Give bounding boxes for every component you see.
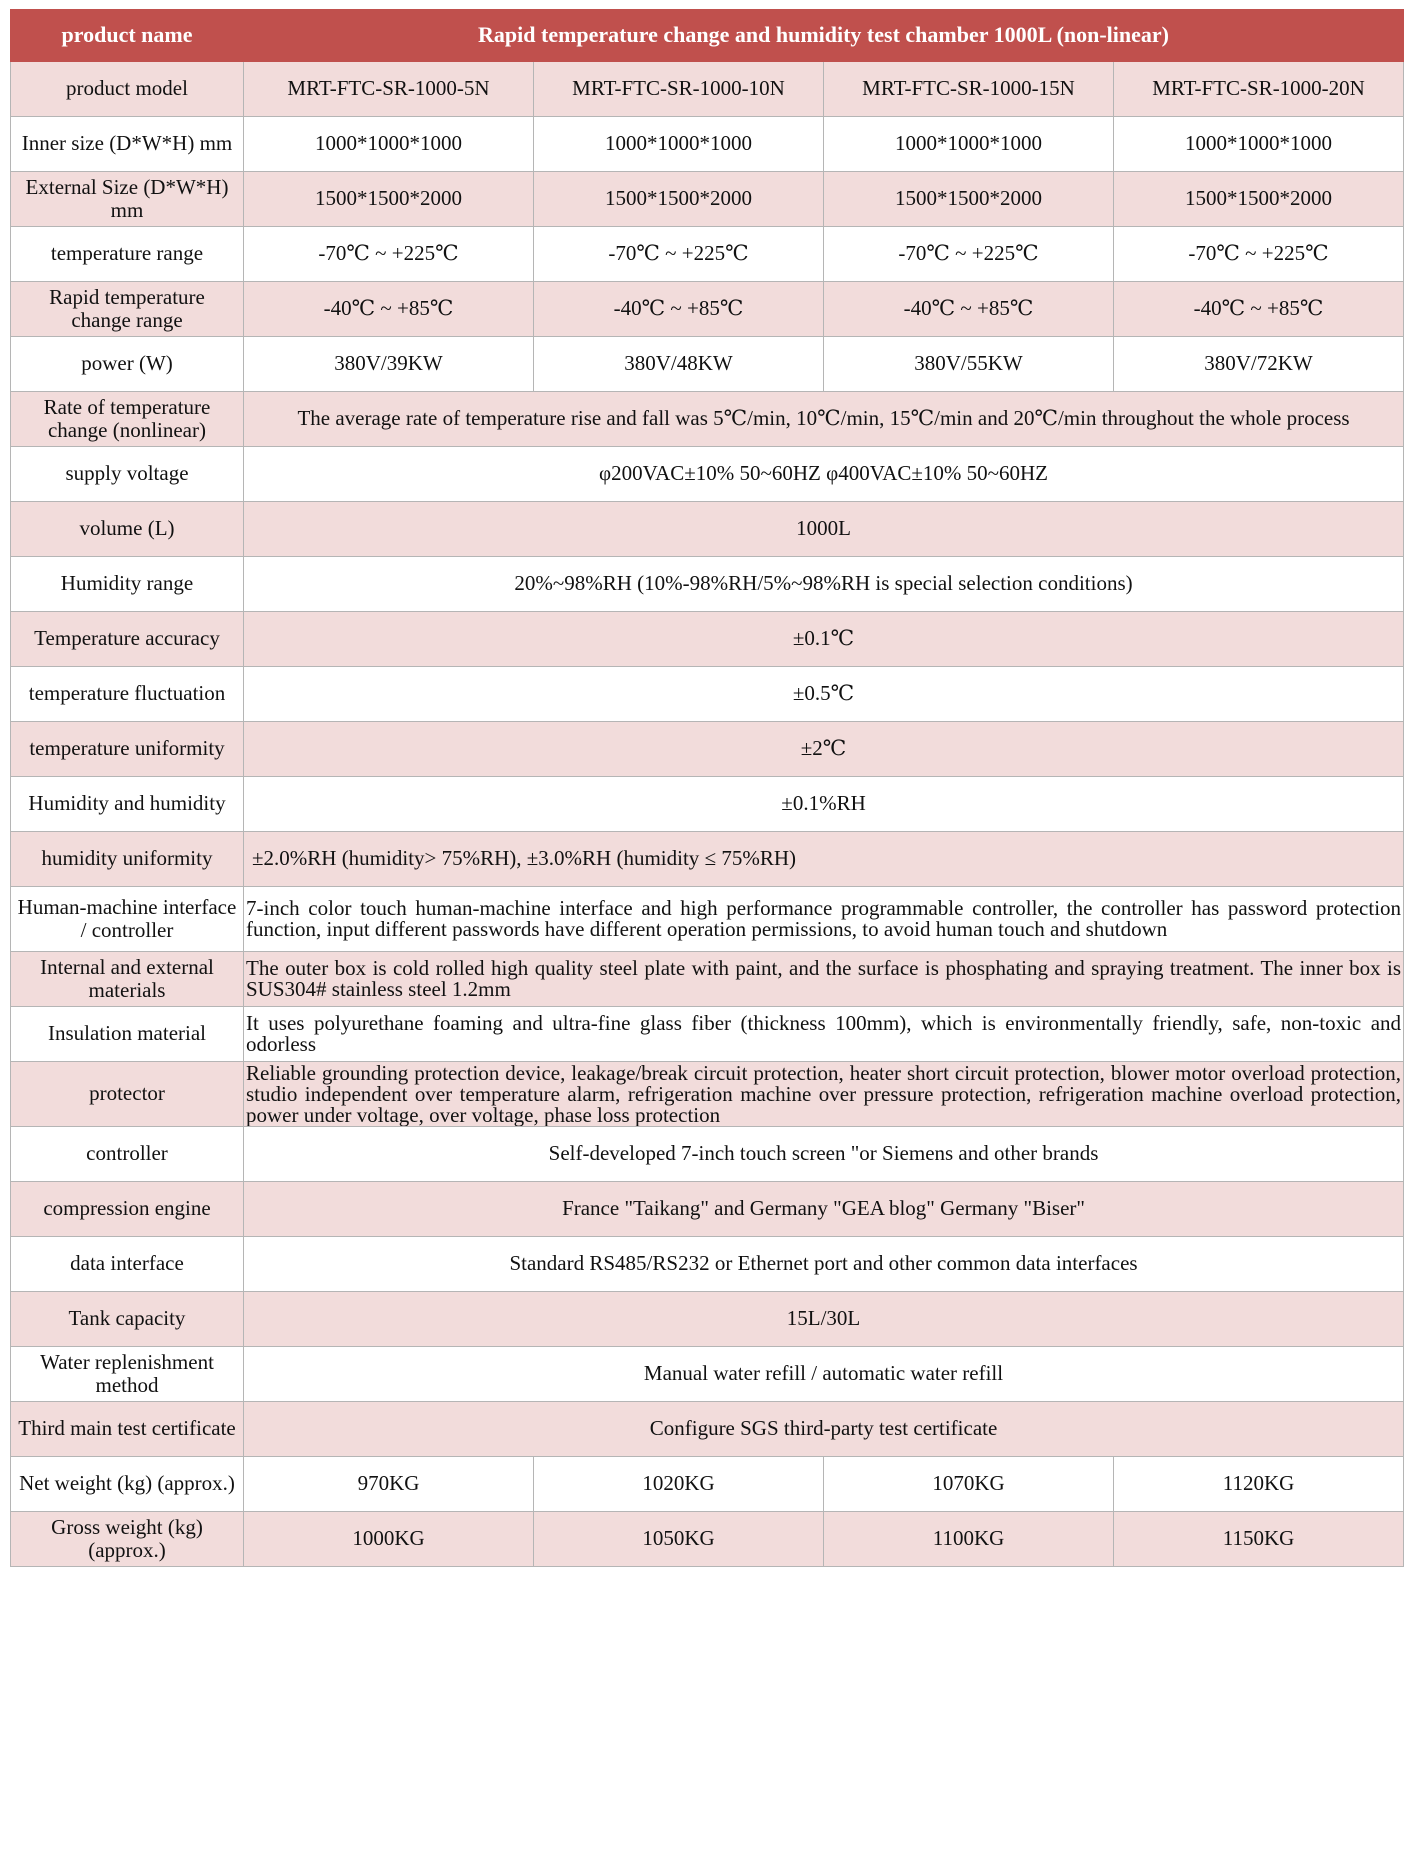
value-cell: -40℃ ~ +85℃ xyxy=(824,282,1114,337)
table-row xyxy=(11,502,1404,557)
value-cell: Manual water refill / automatic water refill xyxy=(244,1347,1404,1402)
value-cell: 380V/48KW xyxy=(534,337,824,392)
table-row xyxy=(11,282,1404,337)
row-label: temperature uniformity xyxy=(11,722,244,777)
value-cell: 970KG xyxy=(244,1457,534,1512)
value-cell: 1000*1000*1000 xyxy=(534,117,824,172)
row-label: temperature range xyxy=(11,227,244,282)
table-row xyxy=(11,1237,1404,1292)
value-cell: ±0.1%RH xyxy=(244,777,1404,832)
header-label: product name xyxy=(11,10,244,62)
value-cell: -40℃ ~ +85℃ xyxy=(534,282,824,337)
model-cell: MRT-FTC-SR-1000-10N xyxy=(534,62,824,117)
table-row xyxy=(11,777,1404,832)
table-row xyxy=(11,392,1404,447)
value-cell: 380V/39KW xyxy=(244,337,534,392)
value-cell: 380V/55KW xyxy=(824,337,1114,392)
row-label: protector xyxy=(11,1062,244,1127)
value-cell: 1000*1000*1000 xyxy=(1114,117,1404,172)
row-label: Temperature accuracy xyxy=(11,612,244,667)
table-row xyxy=(11,172,1404,227)
value-cell: ±0.5℃ xyxy=(244,667,1404,722)
product-title: Rapid temperature change and humidity test chamber 1000L (non-linear) xyxy=(244,10,1404,62)
row-label: Insulation material xyxy=(11,1007,244,1062)
value-cell: 1000*1000*1000 xyxy=(824,117,1114,172)
row-label: Tank capacity xyxy=(11,1292,244,1347)
table-row xyxy=(11,1292,1404,1347)
value-cell: -70℃ ~ +225℃ xyxy=(244,227,534,282)
table-row xyxy=(11,612,1404,667)
value-cell: 1500*1500*2000 xyxy=(534,172,824,227)
row-label: supply voltage xyxy=(11,447,244,502)
table-row xyxy=(11,117,1404,172)
row-label: Internal and external materials xyxy=(11,952,244,1007)
value-cell: φ200VAC±10% 50~60HZ φ400VAC±10% 50~60HZ xyxy=(244,447,1404,502)
table-row xyxy=(11,227,1404,282)
value-cell: 1000*1000*1000 xyxy=(244,117,534,172)
table-row xyxy=(11,337,1404,392)
value-cell: 1100KG xyxy=(824,1512,1114,1567)
row-label: Inner size (D*W*H) mm xyxy=(11,117,244,172)
table-row xyxy=(11,1007,1404,1062)
value-cell: 15L/30L xyxy=(244,1292,1404,1347)
row-label: controller xyxy=(11,1127,244,1182)
table-row xyxy=(11,722,1404,777)
value-cell: 1000KG xyxy=(244,1512,534,1567)
row-label: Net weight (kg) (approx.) xyxy=(11,1457,244,1512)
value-cell: Self-developed 7-inch touch screen "or Siemens and other brands xyxy=(244,1127,1404,1182)
table-row xyxy=(11,667,1404,722)
row-label: Water replenishment method xyxy=(11,1347,244,1402)
row-label: Third main test certificate xyxy=(11,1402,244,1457)
value-cell: -70℃ ~ +225℃ xyxy=(824,227,1114,282)
value-cell: 1150KG xyxy=(1114,1512,1404,1567)
row-label: power (W) xyxy=(11,337,244,392)
value-cell: France "Taikang" and Germany "GEA blog" Germany "Biser" xyxy=(244,1182,1404,1237)
model-cell: MRT-FTC-SR-1000-5N xyxy=(244,62,534,117)
value-cell: 1500*1500*2000 xyxy=(824,172,1114,227)
row-label: data interface xyxy=(11,1237,244,1292)
table-row xyxy=(11,1127,1404,1182)
row-label: temperature fluctuation xyxy=(11,667,244,722)
table-row xyxy=(11,557,1404,612)
table-row xyxy=(11,887,1404,952)
value-cell: 1070KG xyxy=(824,1457,1114,1512)
value-cell: 1120KG xyxy=(1114,1457,1404,1512)
value-cell: It uses polyurethane foaming and ultra-fine glass fiber (thickness 100mm), which is environmentally friendly, safe, non-toxic and odorless xyxy=(244,1007,1404,1062)
table-row xyxy=(11,1457,1404,1512)
value-cell: The outer box is cold rolled high quality steel plate with paint, and the surface is phosphating and spraying treatment. The inner box is SUS304# stainless steel 1.2mm xyxy=(244,952,1404,1007)
model-cell: MRT-FTC-SR-1000-20N xyxy=(1114,62,1404,117)
table-row xyxy=(11,832,1404,887)
value-cell: 7-inch color touch human-machine interface and high performance programmable controller, the controller has password protection function, input different passwords have different operation permissions, to avoid human touch and shutdown xyxy=(244,887,1404,952)
table-row xyxy=(11,1512,1404,1567)
row-label: Humidity range xyxy=(11,557,244,612)
value-cell: ±2℃ xyxy=(244,722,1404,777)
table-row xyxy=(11,952,1404,1007)
row-label: Gross weight (kg) (approx.) xyxy=(11,1512,244,1567)
value-cell: 1000L xyxy=(244,502,1404,557)
header-row xyxy=(11,10,1404,62)
value-cell: The average rate of temperature rise and fall was 5℃/min, 10℃/min, 15℃/min and 20℃/min throughout the whole process xyxy=(244,392,1404,447)
table-row xyxy=(11,62,1404,117)
table-row xyxy=(11,1062,1404,1127)
value-cell: 1020KG xyxy=(534,1457,824,1512)
row-label: External Size (D*W*H) mm xyxy=(11,172,244,227)
row-label: Humidity and humidity xyxy=(11,777,244,832)
value-cell: -40℃ ~ +85℃ xyxy=(1114,282,1404,337)
value-cell: ±0.1℃ xyxy=(244,612,1404,667)
value-cell: -70℃ ~ +225℃ xyxy=(534,227,824,282)
table-row xyxy=(11,1402,1404,1457)
value-cell: Standard RS485/RS232 or Ethernet port and other common data interfaces xyxy=(244,1237,1404,1292)
table-row xyxy=(11,1182,1404,1237)
row-label: compression engine xyxy=(11,1182,244,1237)
row-label: Human-machine interface / controller xyxy=(11,887,244,952)
value-cell: Configure SGS third-party test certificate xyxy=(244,1402,1404,1457)
row-label: volume (L) xyxy=(11,502,244,557)
value-cell: ±2.0%RH (humidity> 75%RH), ±3.0%RH (humidity ≤ 75%RH) xyxy=(244,832,1404,887)
value-cell: 1500*1500*2000 xyxy=(244,172,534,227)
table-row xyxy=(11,447,1404,502)
value-cell: 1500*1500*2000 xyxy=(1114,172,1404,227)
value-cell: 380V/72KW xyxy=(1114,337,1404,392)
row-label: product model xyxy=(11,62,244,117)
value-cell: -70℃ ~ +225℃ xyxy=(1114,227,1404,282)
value-cell: 1050KG xyxy=(534,1512,824,1567)
model-cell: MRT-FTC-SR-1000-15N xyxy=(824,62,1114,117)
value-cell: Reliable grounding protection device, leakage/break circuit protection, heater short circuit protection, blower motor overload protection, studio independent over temperature alarm, refrigeration machine over pressure protection, refrigeration machine overload protection, power under voltage, over voltage, phase loss protection xyxy=(244,1062,1404,1127)
row-label: Rate of temperature change (nonlinear) xyxy=(11,392,244,447)
value-cell: -40℃ ~ +85℃ xyxy=(244,282,534,337)
spec-table xyxy=(10,9,1404,1567)
row-label: humidity uniformity xyxy=(11,832,244,887)
table-row xyxy=(11,1347,1404,1402)
value-cell: 20%~98%RH (10%-98%RH/5%~98%RH is special selection conditions) xyxy=(244,557,1404,612)
row-label: Rapid temperature change range xyxy=(11,282,244,337)
